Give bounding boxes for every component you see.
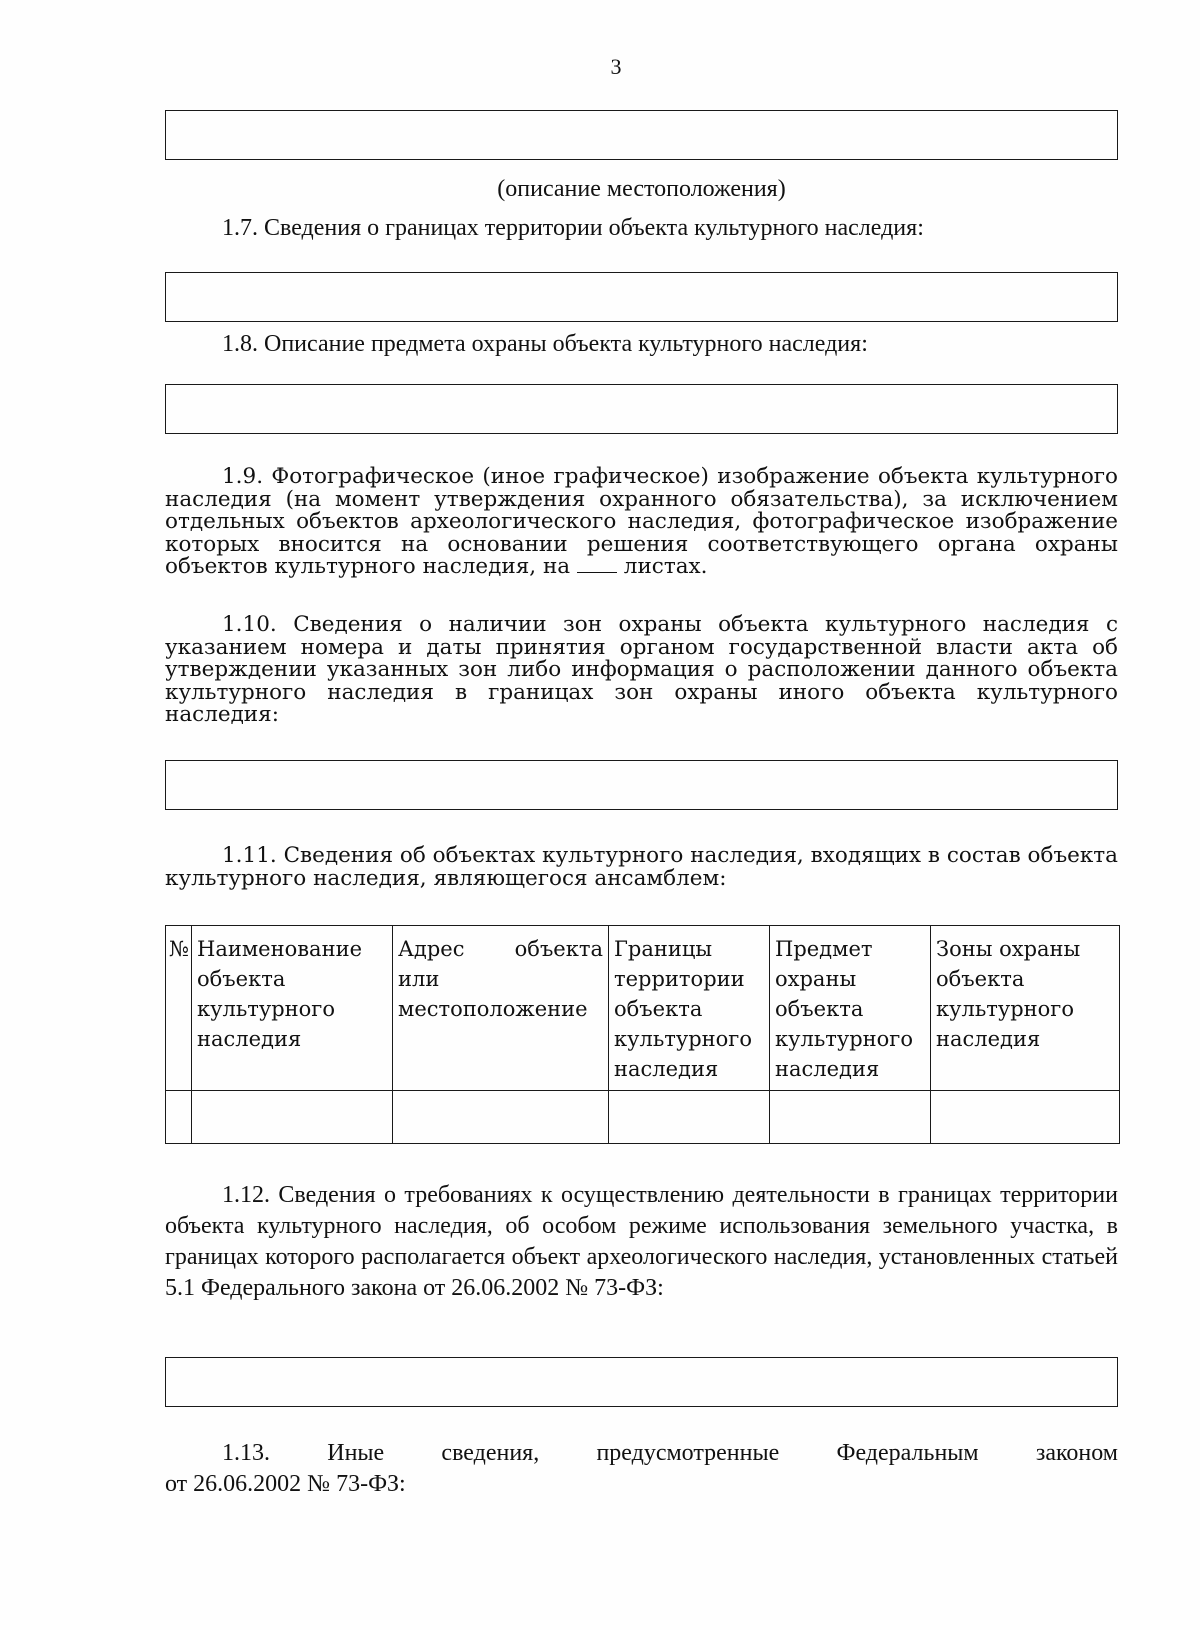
table-cell-address[interactable] <box>393 1091 609 1144</box>
location-caption: (описание местоположения) <box>497 176 786 202</box>
section-1-10-paragraph: 1.10. Сведения о наличии зон охраны объекта культурного наследия с указанием номера и даты принятия органом государственной власти акта об утверждении указанных зон либо информация о расположении данного объекта культурного наследия в границах зон охраны иного объекта культурного наследия: <box>165 612 1118 727</box>
ensemble-objects-table <box>165 925 1120 1144</box>
table-row <box>166 1091 1120 1144</box>
territory-boundaries-box[interactable] <box>165 272 1118 322</box>
column-header-zones: Зоны охраны объекта культурного наследия <box>931 926 1120 1091</box>
address-header-rest: или местоположение <box>398 967 588 1021</box>
activity-requirements-box[interactable] <box>165 1357 1118 1407</box>
protection-zones-box[interactable] <box>165 760 1118 810</box>
section-1-11-paragraph: 1.11. Сведения об объектах культурного наследия, входящих в состав объекта культурного наследия, являющегося ансамблем: <box>165 843 1118 891</box>
table-cell-zones[interactable] <box>931 1091 1120 1144</box>
column-header-name: Наименование объекта культурного наследия <box>192 926 393 1091</box>
address-header-word2: объекта <box>514 937 603 961</box>
protection-subject-box[interactable] <box>165 384 1118 434</box>
column-header-boundaries: Границы территории объекта культурного наследия <box>609 926 770 1091</box>
section-1-8-heading: 1.8. Описание предмета охраны объекта культурного наследия: <box>222 331 868 357</box>
column-header-address <box>393 926 609 1091</box>
address-header-first-line <box>398 934 603 964</box>
section-1-13-line2: от 26.06.2002 № 73-ФЗ: <box>165 1471 406 1497</box>
table-cell-boundaries[interactable] <box>609 1091 770 1144</box>
section-1-13-line1: 1.13. Иные сведения, предусмотренные Федеральным законом <box>222 1440 1118 1466</box>
address-header-word1: Адрес <box>398 937 465 961</box>
section-1-9-text-end: листах. <box>623 554 708 579</box>
section-1-9-text: 1.9. Фотографическое (иное графическое) изображение объекта культурного наследия (на момент утверждения охранного обязательства), за исключением отдельных объектов археологического наследия, фотографическое изображение которых вносится на основании решения соответствующего органа охраны объектов культурного наследия, на <box>165 464 1118 579</box>
location-description-box[interactable] <box>165 110 1118 160</box>
section-1-9-paragraph <box>165 466 1118 579</box>
column-header-subject: Предмет охраны объекта культурного наследия <box>770 926 931 1091</box>
page-number: 3 <box>610 54 622 79</box>
sheet-count-blank[interactable] <box>577 558 617 573</box>
table-cell-number[interactable] <box>166 1091 192 1144</box>
table-cell-subject[interactable] <box>770 1091 931 1144</box>
table-cell-name[interactable] <box>192 1091 393 1144</box>
section-1-7-heading: 1.7. Сведения о границах территории объекта культурного наследия: <box>222 215 924 241</box>
column-header-number: № <box>166 926 192 1091</box>
section-1-12-paragraph: 1.12. Сведения о требованиях к осуществлению деятельности в границах территории объекта культурного наследия, об особом режиме использования земельного участка, в границах которого располагается объект археологического наследия, установленных статьей 5.1 Федерального закона от 26.06.2002 № 73-ФЗ: <box>165 1182 1118 1301</box>
table-header-row <box>166 926 1120 1091</box>
